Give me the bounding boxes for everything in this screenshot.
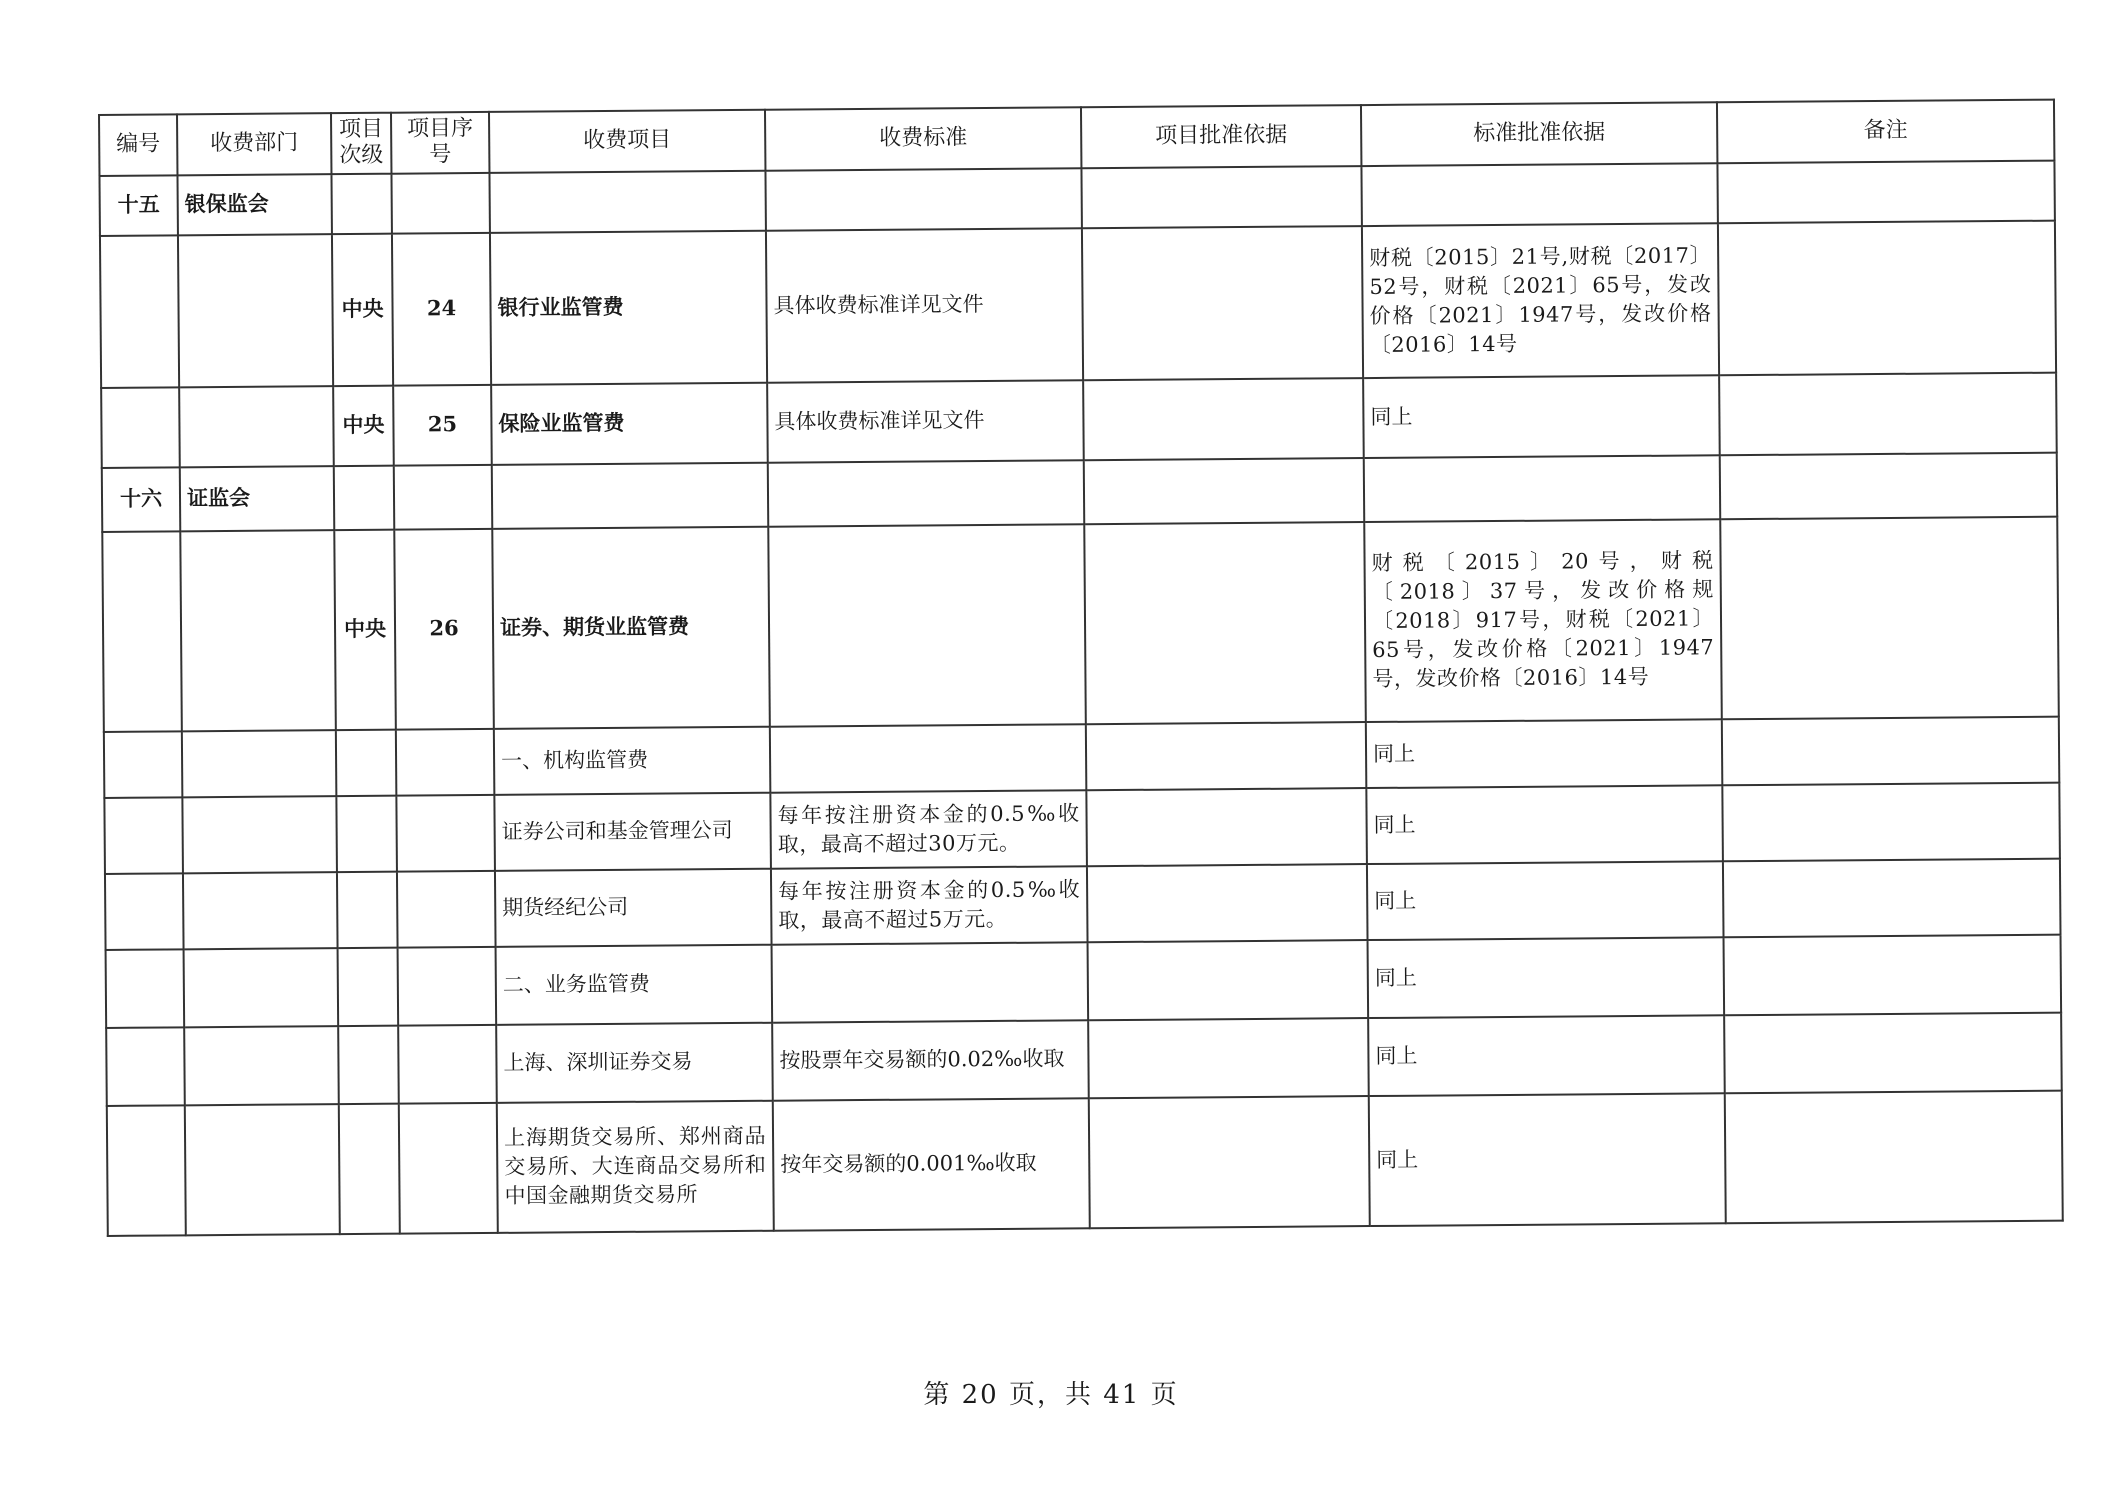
cell-level: 中央 [332,233,393,385]
cell-standard: 具体收费标准详见文件 [767,380,1084,462]
cell-no [105,873,184,950]
cell-seq: 25 [393,385,492,466]
cell-seq [397,871,496,948]
cell-no [107,1105,186,1236]
cell-level [338,947,399,1025]
cell-level [336,729,397,795]
cell-item-basis [1086,722,1367,790]
table-row [102,516,2059,731]
col-header-standard: 收费标准 [765,107,1081,170]
cell-item-basis [1084,458,1364,524]
cell-note [1720,516,2059,719]
cell-dept [178,234,333,387]
cell-level [339,1103,400,1233]
cell-standard-basis: 财税〔2015〕20号，财税〔2018〕37号，发改价格规〔2018〕917号，财税〔2021〕65号，发改价格〔2021〕1947号，发改价格〔2016〕14号 [1364,519,1722,722]
cell-dept [183,872,338,949]
cell-item-basis [1086,788,1367,866]
cell-standard-basis: 同上 [1368,937,1725,1018]
cell-standard [768,460,1084,526]
cell-item [489,171,765,233]
col-header-level: 项目次级 [331,113,391,174]
cell-dept: 银保监会 [177,174,331,235]
cell-dept: 证监会 [180,466,334,531]
page-number: 第 20 页，共 41 页 [923,1380,1179,1410]
cell-standard-basis: 财税〔2015〕21号,财税〔2017〕52号，财税〔2021〕65号，发改价格〔2021〕1947号，发改价格〔2016〕14号 [1362,223,1719,378]
cell-standard: 按年交易额的0.001‰收取 [773,1098,1090,1230]
cell-no [104,797,183,874]
cell-item-basis [1088,1018,1369,1098]
cell-level [336,795,397,871]
cell-dept [184,948,339,1027]
cell-note [1719,372,2057,455]
cell-no [100,235,179,388]
cell-standard-basis [1361,163,1717,226]
cell-dept [185,1104,340,1235]
cell-seq: 24 [392,233,491,386]
cell-item: 上海、深圳证券交易 [496,1023,773,1103]
cell-seq: 26 [394,529,494,730]
cell-item-basis [1089,1096,1370,1228]
fee-table-sheet [98,99,2062,1264]
cell-note [1723,858,2061,937]
cell-standard: 每年按注册资本金的0.5‰收取，最高不超过5万元。 [771,866,1088,944]
table-row [107,1090,2063,1235]
cell-seq [391,173,489,234]
col-header-item-basis: 项目批准依据 [1081,105,1361,168]
cell-item-basis [1084,522,1366,724]
cell-dept [182,796,337,873]
cell-item [492,463,768,529]
cell-dept [179,386,334,467]
cell-dept [180,530,336,731]
cell-level [338,1025,399,1103]
cell-item-basis [1082,226,1363,380]
cell-dept [184,1026,339,1105]
cell-item: 证券、期货业监管费 [492,527,770,729]
cell-seq [396,795,495,872]
cell-seq [394,465,492,530]
cell-note [1717,160,2054,223]
cell-standard [768,524,1086,726]
col-header-seq: 项目序号 [391,112,489,174]
cell-level [334,465,395,529]
table-row [101,372,2057,467]
cell-level [337,871,398,947]
col-header-standard-basis: 标准批准依据 [1361,102,1717,166]
cell-standard-basis: 同上 [1367,861,1724,940]
cell-standard [772,942,1089,1022]
cell-item: 银行业监管费 [490,231,767,385]
cell-item-basis [1083,378,1364,460]
fee-table [98,99,2064,1237]
cell-no [106,1027,185,1106]
cell-no [102,531,182,732]
cell-level [331,173,391,233]
cell-standard: 具体收费标准详见文件 [766,228,1083,382]
cell-item-basis [1087,864,1368,942]
col-header-note: 备注 [1717,100,2054,163]
cell-item-basis [1081,166,1361,228]
cell-note [1724,934,2062,1015]
cell-item: 上海期货交易所、郑州商品交易所、大连商品交易所和中国金融期货交易所 [497,1101,774,1233]
cell-item: 一、机构监管费 [494,727,771,795]
cell-item: 二、业务监管费 [496,945,773,1025]
cell-standard-basis: 同上 [1368,1015,1725,1096]
cell-note [1718,220,2056,375]
cell-standard [765,168,1081,230]
cell-seq [398,1025,497,1104]
cell-item: 保险业监管费 [491,383,768,465]
cell-standard-basis: 同上 [1369,1093,1726,1226]
cell-seq [399,1103,498,1234]
cell-item: 证券公司和基金管理公司 [494,793,771,871]
col-header-dept: 收费部门 [177,113,331,175]
cell-seq [396,729,495,796]
cell-note [1722,782,2060,861]
cell-dept [182,730,337,797]
cell-no [101,387,180,468]
cell-note [1725,1090,2063,1223]
cell-no: 十六 [102,467,181,532]
cell-note [1722,716,2060,785]
col-header-item: 收费项目 [489,110,765,173]
cell-note [1720,452,2057,519]
cell-item: 期货经纪公司 [495,869,772,947]
cell-standard: 按股票年交易额的0.02‰收取 [772,1020,1089,1100]
cell-standard-basis [1364,455,1720,522]
cell-standard-basis: 同上 [1363,375,1720,458]
cell-level: 中央 [334,529,396,729]
cell-standard-basis: 同上 [1366,785,1723,864]
col-header-no: 编号 [99,114,177,175]
cell-standard-basis: 同上 [1366,719,1723,788]
cell-no: 十五 [99,175,177,236]
cell-level: 中央 [333,385,394,465]
cell-no [106,949,185,1028]
cell-item-basis [1088,940,1369,1020]
cell-standard: 每年按注册资本金的0.5‰收取，最高不超过30万元。 [770,790,1087,868]
cell-note [1724,1012,2062,1093]
cell-no [104,731,183,798]
cell-standard [770,724,1087,792]
table-row [100,220,2056,387]
cell-seq [398,947,497,1026]
